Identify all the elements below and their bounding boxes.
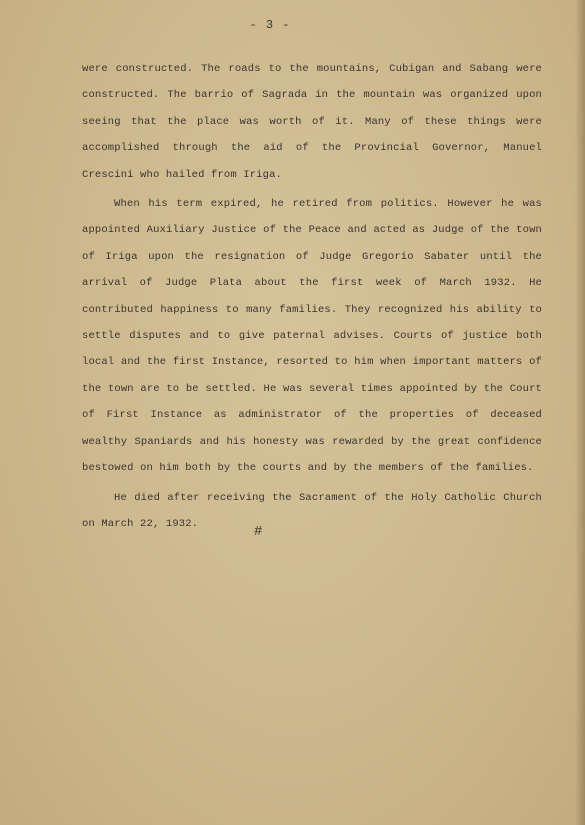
paragraph-2: When his term expired, he retired from politics. However he was appointed Auxiliary Justice of the Peace and acted as Judge of the town of Iriga upon the resignation of Judge Gregorio Sabater until the arrival of Judge Plata about the first week of March 1932. He contributed happiness to many families. They recognized his ability to settle disputes and to give paternal advises. Courts of justice both local and the first Instance, resorted to him when important matters of the town are to be settled. He was several times appointed by the Court of First Instance as administrator of the properties of deceased wealthy Spaniards and his honesty was rewarded by the great confidence bestowed on him both by the courts and by the members of the families. — [82, 198, 542, 475]
page-number: - 3 - — [249, 18, 291, 32]
paragraph-3: He died after receiving the Sacrament of the Holy Catholic Church on March 22, 1932. — [82, 491, 542, 530]
paragraph-1: were constructed. The roads to the mountains, Cubigan and Sabang were constructed. The barrio of Sagrada in the mountain was organized upon seeing that the place was worth of it. Many of these things were accomplished through the aid of the Provincial Governor, Manuel Crescini who hailed from Iriga. — [82, 63, 542, 181]
end-mark: # — [254, 524, 263, 540]
document-body — [82, 56, 542, 540]
